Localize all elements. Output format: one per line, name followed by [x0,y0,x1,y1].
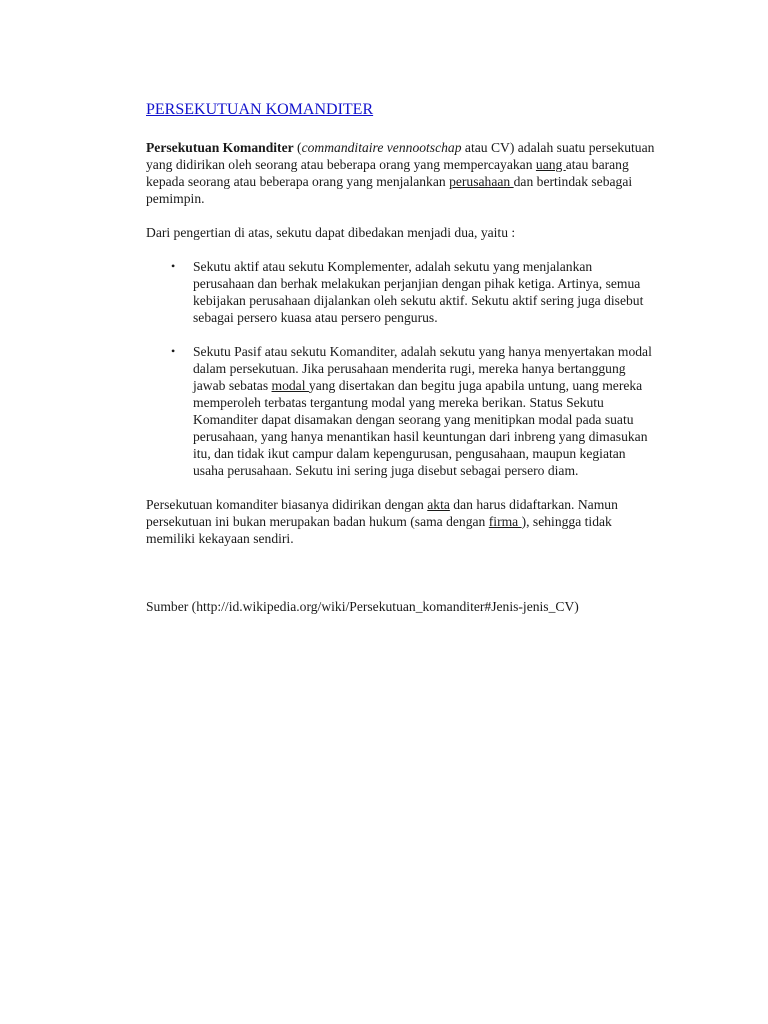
akta-text-2: dan harus didaftarkan. Namun persekutuan ini bukan merupakan badan hukum (sama dengan [146,497,618,529]
bullet-icon: • [171,259,176,273]
uang-link[interactable]: uang [535,157,566,172]
sekutu-list [146,258,656,479]
intro-text-3: dan bertindak sebagai pemimpin. [146,174,633,206]
source-citation: Sumber (http://id.wikipedia.org/wiki/Persekutuan_komanditer#Jenis-jenis_CV) [146,599,579,614]
akta-link[interactable]: akta [427,497,450,512]
intro-open-paren: ( [293,140,302,155]
intro-italic-term: commanditaire vennootschap [301,140,462,155]
intro-paragraph [146,139,656,207]
akta-text-3: ), sehingga tidak memiliki kekayaan sendiri. [146,514,612,546]
list-item-text-1: Sekutu Pasif atau sekutu Komanditer, adalah sekutu yang hanya menyertakan modal dalam persekutuan. Jika perusahaan menderita rugi, mereka hanya bertanggung jawab sebatas [193,344,652,393]
modal-link[interactable]: modal [271,378,309,393]
intro-term: Persekutuan Komanditer [146,140,294,155]
document-page [146,100,656,615]
akta-paragraph [146,496,656,547]
list-item-sekutu-pasif [146,343,656,479]
bullet-icon: • [171,344,176,358]
dari-paragraph: Dari pengertian di atas, sekutu dapat dibedakan menjadi dua, yaitu : [146,225,516,240]
intro-text-2: atau barang kepada seorang atau beberapa orang yang menjalankan [146,157,629,189]
intro-text-1: atau CV) adalah suatu persekutuan yang didirikan oleh seorang atau beberapa orang yang mempercayakan [146,140,655,172]
firma-link[interactable]: firma [488,514,522,529]
perusahaan-link[interactable]: perusahaan [449,174,514,189]
akta-text-1: Persekutuan komanditer biasanya didirikan dengan [146,497,428,512]
list-item-sekutu-aktif [146,258,656,326]
page-title-link[interactable]: PERSEKUTUAN KOMANDITER [146,101,374,118]
list-item-text: Sekutu aktif atau sekutu Komplementer, adalah sekutu yang menjalankan perusahaan dan berhak melakukan perjanjian dengan pihak ketiga. Artinya, semua kebijakan perusahaan dijalankan oleh sekutu aktif. Sekutu aktif sering juga disebut sebagai persero kuasa atau persero pengurus. [193,259,644,325]
list-item-text-2: yang disertakan dan begitu juga apabila untung, uang mereka memperoleh terbatas tergantung modal yang mereka berikan. Status Sekutu Komanditer dapat disamakan dengan seorang yang menitipkan modal pada suatu perusahaan, yang hanya menantikan hasil keuntungan dari inbreng yang dimasukan itu, dan tidak ikut campur dalam kepengurusan, pengusahaan, maupun kegiatan usaha perusahaan. Sekutu ini sering juga disebut sebagai persero diam. [193,378,648,478]
